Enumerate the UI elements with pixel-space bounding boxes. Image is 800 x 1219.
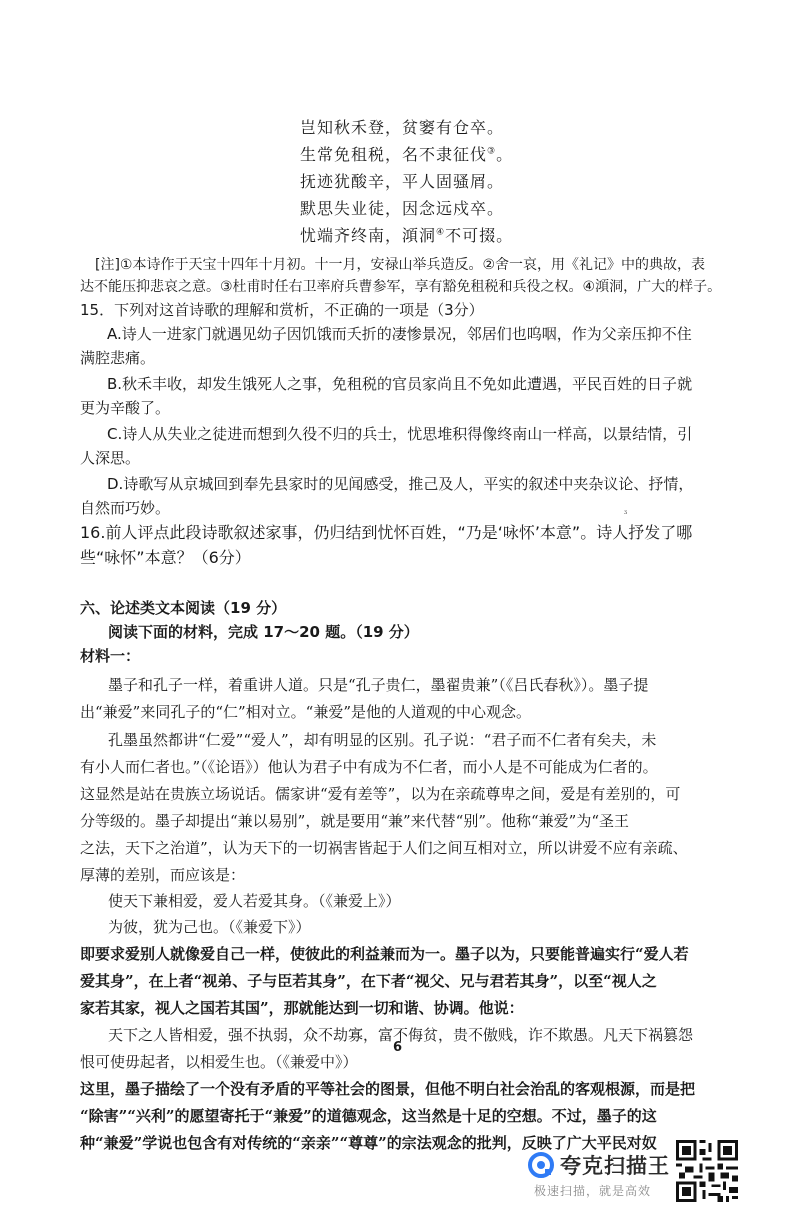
option-d-line-2: 自然而巧妙。 — [80, 499, 171, 517]
body-p1-line-1: 墨子和孔子一样，着重讲人道。只是“孔子贵仁，墨翟贵兼”（《吕氏春秋》）。墨子提 — [108, 676, 649, 694]
option-a-line-1: A.诗人一进家门就遇见幼子因饥饿而夭折的凄惨景况，邻居们也呜咽，作为父亲压抑不住 — [107, 325, 692, 343]
watermark-tagline: 极速扫描，就是高效 — [534, 1184, 652, 1198]
page-number: 6 — [393, 1040, 403, 1055]
poem-line-5 — [300, 226, 513, 246]
quote-1: 使天下兼相爱，爱人若爱其身。（《兼爱上》） — [108, 892, 401, 910]
note-line-2: 达不能压抑悲哀之意。③杜甫时任右卫率府兵曹参军，享有豁免租税和兵役之权。④澒洞，广大的样子。 — [80, 279, 722, 295]
option-a-line-2: 满腔悲痛。 — [80, 349, 156, 367]
note-mark-3: ③ — [487, 146, 497, 157]
section-6-instruction: 阅读下面的材料，完成 17～20 题。（19 分） — [108, 623, 419, 641]
question-16-line-2: 些“咏怀”本意？（6分） — [80, 548, 251, 567]
option-b-line-2: 更为辛酸了。 — [80, 399, 171, 417]
question-15-stem: 15．下列对这首诗歌的理解和赏析，不正确的一项是（3分） — [80, 301, 484, 319]
quark-logo-icon — [528, 1152, 554, 1178]
body-p2-line-2: 有小人而仁者也。”（《论语》）他认为君子中有成为不仁者，而小人是不可能成为仁者的。 — [80, 758, 658, 776]
stray-mark: ᶾ — [624, 509, 628, 519]
body-p3-line-1: 即要求爱别人就像爱自己一样，使彼此的利益兼而为一。墨子以为，只要能普遍实行“爱人若 — [80, 945, 689, 963]
option-c-line-2: 人深思。 — [80, 449, 141, 467]
quote-3-line-2: 恨可使毋起者，以相爱生也。（《兼爱中》） — [80, 1053, 358, 1071]
poem-line-4: 默思失业徒，因念远戍卒。 — [300, 199, 505, 218]
option-c-line-1: C.诗人从失业之徒进而想到久役不归的兵士，忧思堆积得像终南山一样高，以景结情，引 — [107, 425, 693, 443]
body-p3-line-3: 家若其家，视人之国若其国”，那就能达到一切和谐、协调。他说： — [80, 999, 524, 1017]
body-p2-line-1: 孔墨虽然都讲“仁爱”“爱人”，却有明显的区别。孔子说：“君子而不仁者有矣夫，未 — [108, 731, 657, 749]
material-1-label: 材料一： — [80, 647, 141, 665]
body-p3-line-2: 爱其身”，在上者“视弟、子与臣若其身”，在下者“视父、兄与君若其身”，以至“视人之 — [80, 972, 657, 990]
body-p4-line-2: “除害”“兴利”的愿望寄托于“兼爱”的道德观念，这当然是十足的空想。不过，墨子的这 — [80, 1107, 657, 1125]
note-mark-4: ④ — [436, 227, 446, 238]
body-p2-line-6: 厚薄的差别，而应该是： — [80, 866, 246, 884]
body-p2-line-3: 这显然是站在贵族立场说话。儒家讲“爱有差等”，以为在亲疏尊卑之间，爱是有差别的，可 — [80, 785, 681, 803]
body-p4-line-3: 种“兼爱”学说也包含有对传统的“亲亲”“尊尊”的宗法观念的批判，反映了广大平民对奴 — [80, 1134, 657, 1152]
quote-2: 为彼，犹为己也。（《兼爱下》） — [108, 918, 311, 936]
scanner-watermark — [528, 1146, 678, 1198]
question-16-line-1: 16.前人评点此段诗歌叙述家事，仍归结到忧怀百姓，“乃是‘咏怀’本意”。诗人抒发了哪 — [80, 523, 693, 542]
poem-line-2: 生常免租税，名不隶征伐③。 — [300, 145, 514, 164]
body-p1-line-2: 出“兼爱”来同孔子的“仁”相对立。“兼爱”是他的人道观的中心观念。 — [80, 703, 532, 721]
option-d-line-1: D.诗歌写从京城回到奉先县家时的见闻感受，推己及人，平实的叙述中夹杂议论、抒情， — [107, 475, 694, 493]
poem-line-5-text: 忧端齐终南，澒洞 — [300, 226, 437, 245]
poem-line-2-text: 生常免租税，名不隶征伐 — [300, 145, 488, 164]
body-p2-line-5: 之法，天下之治道”，认为天下的一切祸害皆起于人们之间互相对立，所以讲爱不应有亲疏、 — [80, 839, 688, 857]
poem-line-1: 岂知秋禾登，贫窭有仓卒。 — [300, 118, 505, 137]
body-p4-line-1: 这里，墨子描绘了一个没有矛盾的平等社会的图景，但他不明白社会治乱的客观根源，而是把 — [80, 1080, 696, 1098]
poem-line-3: 抚迹犹酸辛，平人固骚屑。 — [300, 172, 505, 191]
section-6-title: 六、论述类文本阅读（19 分） — [80, 599, 287, 617]
note-line-1: [注]①本诗作于天宝十四年十月初。十一月，安禄山举兵造反。②舍一哀，用《礼记》中的典故，表 — [95, 257, 706, 273]
quote-3-line-1: 天下之人皆相爱，强不执弱，众不劫寡，富不侮贫，贵不傲贱，诈不欺愚。凡天下祸篡怨 — [108, 1026, 694, 1044]
poem-line-5-tail: 不可掇。 — [445, 226, 514, 245]
watermark-brand: 夸克扫描王 — [560, 1154, 670, 1178]
qr-code-icon — [676, 1140, 738, 1202]
option-b-line-1: B.秋禾丰收，却发生饿死人之事，免租税的官员家尚且不免如此遭遇，平民百姓的日子就 — [107, 375, 693, 393]
body-p2-line-4: 分等级的。墨子却提出“兼以易别”，就是要用“兼”来代替“别”。他称“兼爱”为“圣王 — [80, 812, 630, 830]
